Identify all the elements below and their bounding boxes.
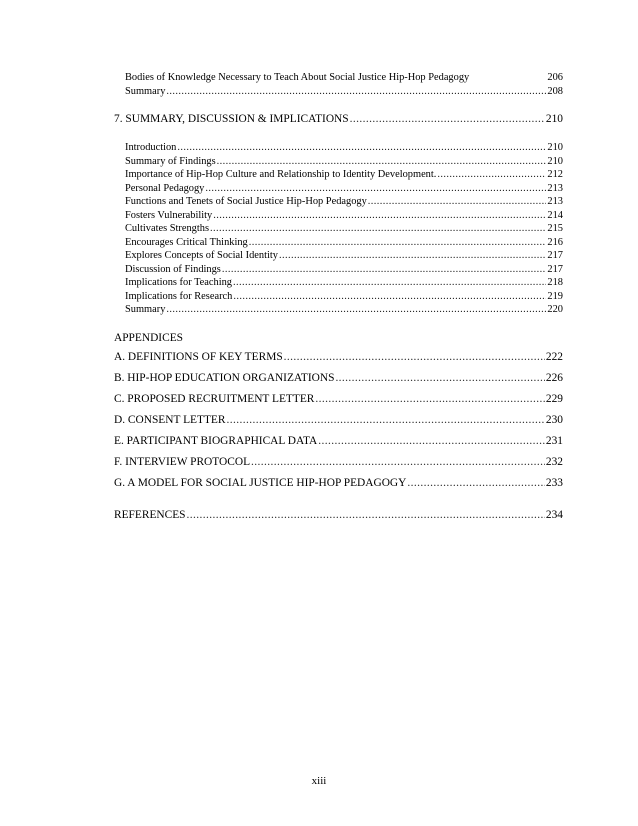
toc-entry-page: 217 <box>547 250 563 261</box>
toc-entry <box>114 263 563 277</box>
toc-appendix-entry <box>114 371 563 386</box>
toc-leader <box>213 209 546 223</box>
toc-entry <box>114 85 563 99</box>
toc-entry-page: 214 <box>547 209 563 221</box>
toc-entry <box>114 209 563 223</box>
toc-entry-page: 208 <box>547 85 563 97</box>
toc-leader <box>166 85 546 99</box>
toc-entry <box>114 71 563 85</box>
toc-entry-page: 217 <box>547 263 563 275</box>
toc-entry-page: 234 <box>545 508 563 521</box>
appendices-heading: APPENDICES <box>114 331 183 344</box>
toc-entry-title: Explores Concepts of Social Identity <box>125 250 278 261</box>
toc-entry-title: F. INTERVIEW PROTOCOL <box>114 455 251 468</box>
toc-entry-title: Summary of Findings <box>125 155 216 167</box>
toc-entry-title: Bodies of Knowledge Necessary to Teach About Social Justice Hip-Hop Pedagogy <box>125 72 470 83</box>
toc-entry-page: 212 <box>547 169 563 180</box>
toc-entry <box>114 222 563 236</box>
toc-entry <box>114 182 563 196</box>
toc-entry-page: 206 <box>547 72 563 83</box>
toc-leader <box>217 155 547 169</box>
toc-entry-title: C. PROPOSED RECRUITMENT LETTER <box>114 392 315 405</box>
appendix-list <box>114 350 563 491</box>
chapter7-subsections <box>114 141 563 317</box>
toc-entry-title: Implications for Teaching <box>125 277 232 288</box>
toc-entry <box>114 141 563 155</box>
table-of-contents <box>114 71 563 523</box>
toc-appendix-entry <box>114 434 563 449</box>
toc-appendix-entry <box>114 476 563 491</box>
toc-entry-title: 7. SUMMARY, DISCUSSION & IMPLICATIONS <box>114 113 349 125</box>
toc-leader <box>315 392 545 407</box>
toc-entry-page: 231 <box>545 434 563 447</box>
toc-entry <box>114 236 563 250</box>
toc-leader <box>350 112 545 127</box>
toc-entry-page: 219 <box>547 290 563 302</box>
toc-entry-page: 218 <box>547 277 563 288</box>
toc-entry-title: Summary <box>125 304 166 315</box>
toc-entry <box>114 195 563 209</box>
toc-leader <box>226 413 544 428</box>
toc-leader <box>279 249 546 263</box>
toc-appendix-entry <box>114 455 563 470</box>
toc-entry <box>114 168 563 182</box>
toc-leader <box>177 141 546 155</box>
toc-leader <box>233 290 546 304</box>
toc-entry-title: Functions and Tenets of Social Justice Hip-Hop Pedagogy <box>125 196 367 207</box>
toc-leader <box>284 350 545 365</box>
toc-entry-title: Summary <box>125 85 166 97</box>
toc-appendix-entry <box>114 413 563 428</box>
toc-appendix-entry <box>114 392 563 407</box>
toc-entry <box>114 290 563 304</box>
page-number: xiii <box>311 775 327 787</box>
toc-entry-title: G. A MODEL FOR SOCIAL JUSTICE HIP-HOP PEDAGOGY <box>114 476 407 489</box>
toc-entry-page: 215 <box>547 223 563 234</box>
toc-entry-page: 226 <box>545 371 563 384</box>
toc-leader <box>210 222 546 236</box>
toc-entry-title: D. CONSENT LETTER <box>114 413 226 426</box>
toc-entry-page: 213 <box>547 196 563 207</box>
toc-chapter-entry <box>114 112 563 127</box>
toc-entry-page: 220 <box>547 304 563 315</box>
toc-entry-title: Personal Pedagogy <box>125 182 205 194</box>
toc-entry-page: 232 <box>545 455 563 468</box>
toc-entry-page: 222 <box>545 350 563 363</box>
toc-leader <box>437 168 546 182</box>
toc-entry <box>114 276 563 290</box>
toc-entry-title: Discussion of Findings <box>125 263 221 275</box>
toc-leader <box>251 455 545 470</box>
toc-entry <box>114 249 563 263</box>
toc-leader <box>368 195 547 209</box>
toc-leader <box>407 476 545 491</box>
toc-entry-title: REFERENCES <box>114 508 186 521</box>
toc-entry-page: 210 <box>547 142 563 153</box>
toc-entry-title: E. PARTICIPANT BIOGRAPHICAL DATA <box>114 434 318 447</box>
toc-entry-title: Implications for Research <box>125 290 233 302</box>
toc-entry-page: 230 <box>545 413 563 426</box>
toc-leader <box>205 182 546 196</box>
toc-appendix-entry <box>114 350 563 365</box>
toc-leader <box>318 434 545 449</box>
toc-leader <box>222 263 547 277</box>
toc-entry-page: 213 <box>547 182 563 194</box>
toc-leader <box>187 508 545 523</box>
toc-entry-title: Introduction <box>125 142 177 153</box>
toc-leader <box>166 303 546 317</box>
toc-references-entry <box>114 508 563 523</box>
toc-leader <box>233 276 546 290</box>
toc-entry-title: Fosters Vulnerability <box>125 209 213 221</box>
toc-entry <box>114 303 563 317</box>
toc-entry-page: 210 <box>547 155 563 167</box>
toc-entry-page: 210 <box>545 113 563 125</box>
toc-entry-title: B. HIP-HOP EDUCATION ORGANIZATIONS <box>114 371 335 384</box>
toc-entry-title: Encourages Critical Thinking <box>125 236 248 248</box>
toc-entry-title: Cultivates Strengths <box>125 223 209 234</box>
toc-entry-page: 229 <box>545 392 563 405</box>
toc-entry-title: A. DEFINITIONS OF KEY TERMS <box>114 350 283 363</box>
toc-leader <box>335 371 544 386</box>
toc-leader <box>249 236 547 250</box>
toc-entry-page: 216 <box>547 236 563 248</box>
toc-entry-page: 233 <box>545 476 563 489</box>
toc-entry <box>114 155 563 169</box>
toc-entry-title: Importance of Hip-Hop Culture and Relationship to Identity Development. <box>125 169 437 180</box>
